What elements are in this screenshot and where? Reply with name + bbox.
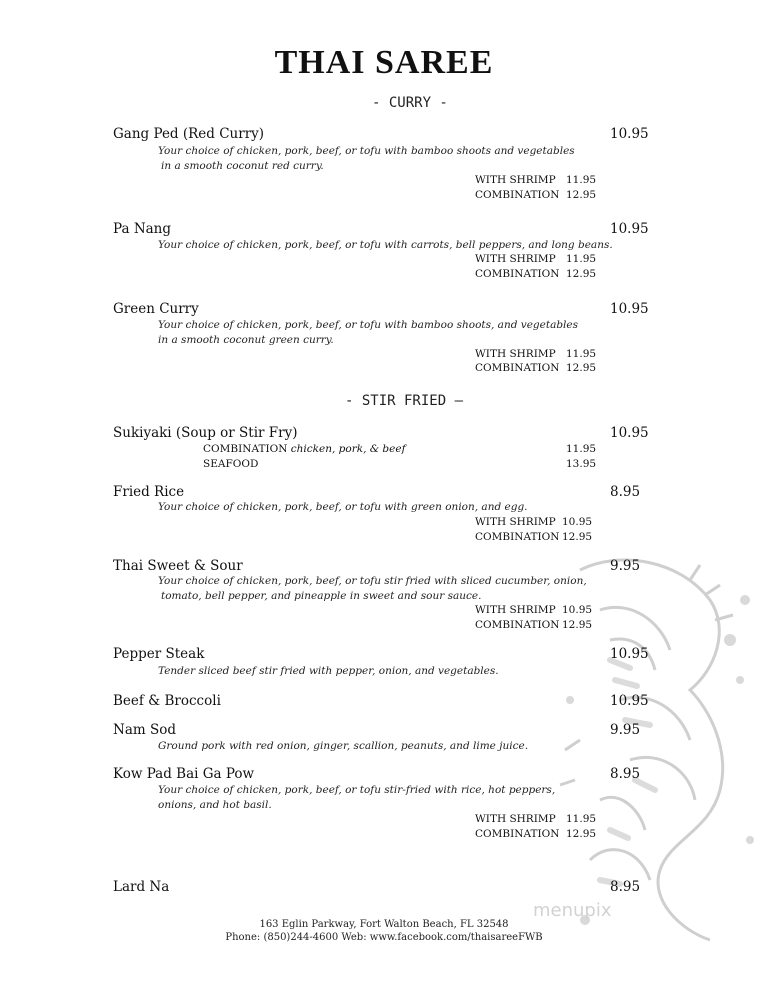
- menu-item-price: 10.95: [610, 646, 649, 662]
- option-label: WITH SHRIMP: [475, 604, 556, 616]
- restaurant-title: THAI SAREE: [274, 44, 494, 81]
- menu-item-description: onions, and hot basil.: [158, 799, 272, 811]
- option-price: 12.95: [566, 268, 597, 280]
- menu-item-description: in a smooth coconut green curry.: [158, 334, 334, 346]
- option-price: 12.95: [566, 828, 597, 840]
- menu-item-price: 8.95: [610, 484, 641, 500]
- variant-label: [203, 443, 405, 455]
- menupix-watermark: menupix: [533, 900, 612, 921]
- option-label: WITH SHRIMP: [475, 348, 556, 360]
- option-label: WITH SHRIMP: [475, 516, 556, 528]
- option-price: 12.95: [562, 619, 593, 631]
- menu-item-description: Tender sliced beef stir fried with pepper, onion, and vegetables.: [158, 665, 499, 677]
- menu-item-description: Your choice of chicken, pork, beef, or tofu with carrots, bell peppers, and long beans.: [158, 239, 613, 251]
- variant-price: 13.95: [566, 458, 597, 470]
- variant-name: COMBINATION: [203, 443, 288, 455]
- variant-note: chicken, pork, & beef: [290, 443, 406, 455]
- menu-item-name: Gang Ped (Red Curry): [113, 126, 265, 142]
- option-label: COMBINATION: [475, 268, 560, 280]
- menu-item-name: Sukiyaki (Soup or Stir Fry): [113, 425, 298, 441]
- option-label: COMBINATION: [475, 828, 560, 840]
- section-curry-heading: - CURRY -: [372, 95, 448, 111]
- menu-item-price: 10.95: [610, 301, 649, 317]
- option-label: COMBINATION: [475, 531, 560, 543]
- variant-label: SEAFOOD: [203, 458, 259, 470]
- variant-price: 11.95: [566, 443, 597, 455]
- option-price: 12.95: [566, 362, 597, 374]
- menu-item-name: Green Curry: [113, 301, 199, 317]
- option-label: WITH SHRIMP: [475, 253, 556, 265]
- option-label: COMBINATION: [475, 619, 560, 631]
- menu-item-price: 8.95: [610, 766, 641, 782]
- option-label: COMBINATION: [475, 189, 560, 201]
- menu-item-name: Thai Sweet & Sour: [113, 558, 243, 574]
- footer-contact: Phone: (850)244-4600 Web: www.facebook.com/thaisareeFWB: [225, 932, 543, 943]
- menu-item-price: 10.95: [610, 126, 649, 142]
- option-price: 11.95: [566, 174, 597, 186]
- option-label: WITH SHRIMP: [475, 174, 556, 186]
- option-price: 10.95: [562, 516, 593, 528]
- option-label: COMBINATION: [475, 362, 560, 374]
- section-stir-fried-heading: - STIR FRIED –: [345, 393, 464, 409]
- option-price: 12.95: [566, 189, 597, 201]
- option-label: WITH SHRIMP: [475, 813, 556, 825]
- menu-item-name: Pa Nang: [113, 221, 172, 237]
- menu-item-name: Fried Rice: [113, 484, 185, 500]
- menu-item-name: Kow Pad Bai Ga Pow: [113, 766, 255, 782]
- option-price: 11.95: [566, 348, 597, 360]
- option-price: 10.95: [562, 604, 593, 616]
- footer-address: 163 Eglin Parkway, Fort Walton Beach, FL 32548: [259, 919, 509, 930]
- menu-item-description: Your choice of chicken, pork, beef, or tofu stir-fried with rice, hot peppers,: [158, 784, 556, 796]
- menu-item-price: 10.95: [610, 693, 649, 709]
- menu-item-price: 10.95: [610, 425, 649, 441]
- menu-item-price: 10.95: [610, 221, 649, 237]
- option-price: 11.95: [566, 253, 597, 265]
- menu-item-description: in a smooth coconut red curry.: [161, 160, 324, 172]
- menu-item-description: Your choice of chicken, pork, beef, or tofu with green onion, and egg.: [158, 501, 528, 513]
- menu-item-description: Ground pork with red onion, ginger, scallion, peanuts, and lime juice.: [158, 740, 529, 752]
- menu-item-name: Lard Na: [113, 879, 170, 895]
- menu-item-description: tomato, bell pepper, and pineapple in sweet and sour sauce.: [161, 590, 482, 602]
- option-price: 12.95: [562, 531, 593, 543]
- menu-item-description: Your choice of chicken, pork, beef, or tofu stir fried with sliced cucumber, onion,: [158, 575, 587, 587]
- menu-item-name: Beef & Broccoli: [113, 693, 221, 709]
- menu-item-name: Nam Sod: [113, 722, 176, 738]
- menu-item-price: 9.95: [610, 558, 641, 574]
- option-price: 11.95: [566, 813, 597, 825]
- menu-item-description: Your choice of chicken, pork, beef, or tofu with bamboo shoots, and vegetables: [158, 319, 579, 331]
- menu-item-price: 8.95: [610, 879, 641, 895]
- menu-item-name: Pepper Steak: [113, 646, 205, 662]
- menu-item-price: 9.95: [610, 722, 641, 738]
- menu-item-description: Your choice of chicken, pork, beef, or tofu with bamboo shoots and vegetables: [158, 145, 575, 157]
